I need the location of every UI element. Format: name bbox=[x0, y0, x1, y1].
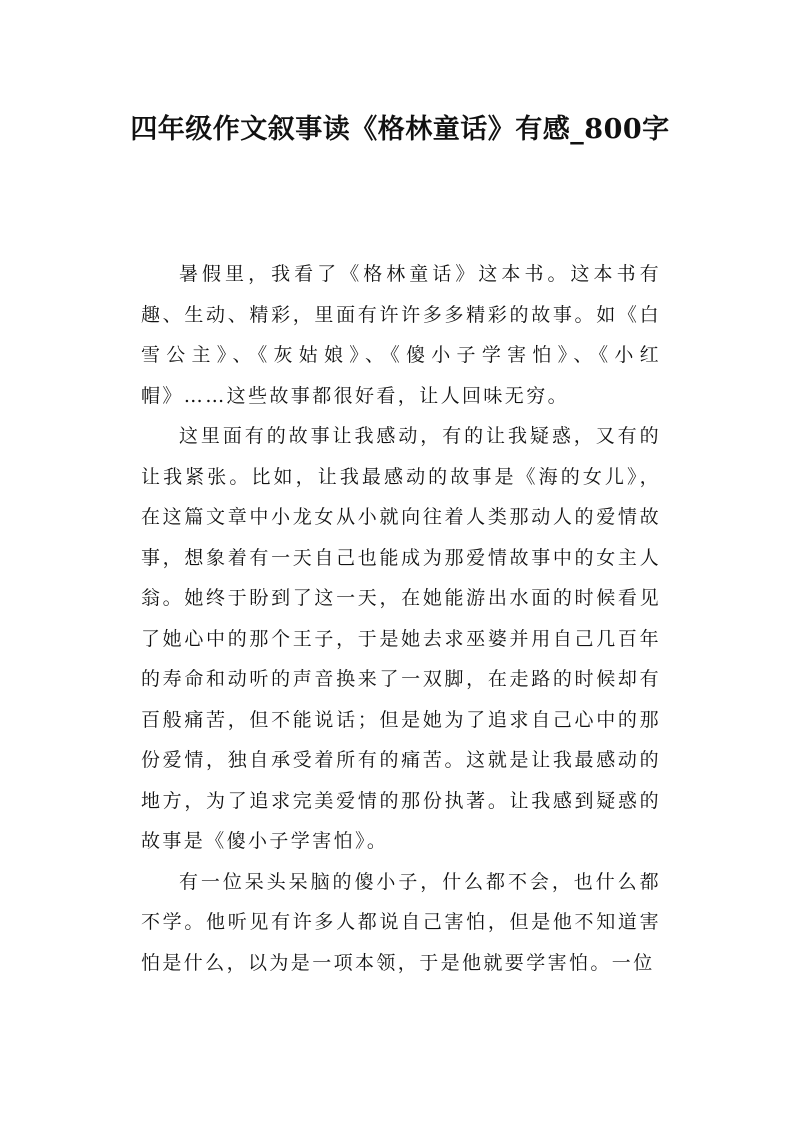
paragraph-3: 有一位呆头呆脑的傻小子，什么都不会，也什么都不学。他听见有许多人都说自己害怕，但是他不知道害怕是什么，以为是一项本领，于是他就要学害怕。一位 bbox=[141, 870, 661, 974]
document-title: 四年级作文叙事读《格林童话》有感_800字 bbox=[130, 114, 670, 145]
paragraph-1: 暑假里，我看了《格林童话》这本书。这本书有趣、生动、精彩，里面有许许多多精彩的故事。如《白雪公主》、《灰姑娘》、《傻小子学害怕》、《小红帽》……这些故事都很好看，让人回味无穷。 bbox=[141, 263, 661, 407]
document-body bbox=[141, 254, 661, 983]
paragraph-2: 这里面有的故事让我感动，有的让我疑惑，又有的让我紧张。比如，让我最感动的故事是《海的女儿》，在这篇文章中小龙女从小就向往着人类那动人的爱情故事，想象着有一天自己也能成为那爱情故事中的女主人翁。她终于盼到了这一天，在她能游出水面的时候看见了她心中的那个王子，于是她去求巫婆并用自己几百年的寿命和动听的声音换来了一双脚，在走路的时候却有百般痛苦，但不能说话；但是她为了追求自己心中的那份爱情，独自承受着所有的痛苦。这就是让我最感动的地方，为了追求完美爱情的那份执著。让我感到疑惑的故事是《傻小子学害怕》。 bbox=[141, 425, 661, 852]
